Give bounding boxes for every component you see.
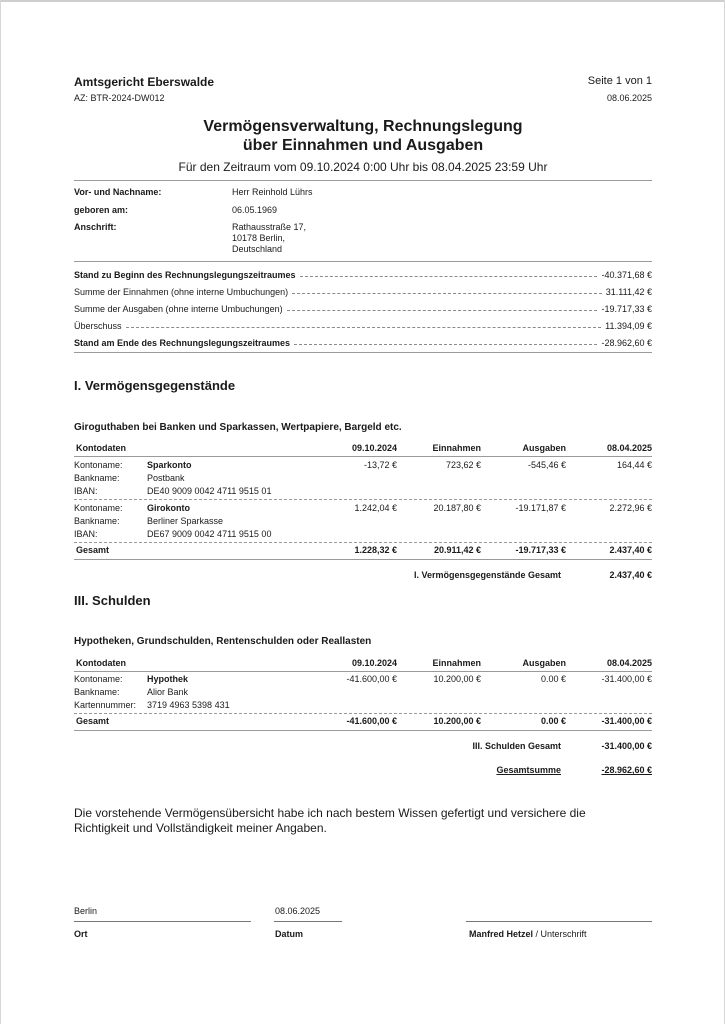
summary-row-surplus (74, 316, 652, 331)
case-reference: AZ: BTR-2024-DW012 (74, 93, 165, 103)
assets-total-label: Gesamt (76, 545, 110, 555)
page-top-border (0, 0, 725, 2)
declaration-line-1: Die vorstehende Vermögensübersicht habe ich nach bestem Wissen gefertigt und versichere die (74, 806, 586, 820)
date-label: Datum (275, 929, 304, 939)
account-end-balance: 164,44 € (616, 460, 652, 470)
signature-place: Berlin (74, 906, 98, 916)
signer (469, 929, 587, 939)
assets-heading: I. Vermögensgegenstände (74, 378, 236, 393)
assets-subheading: Giroguthaben bei Banken und Sparkassen, Wertpapiere, Bargeld etc. (74, 422, 402, 433)
account-start-balance: -13,72 € (363, 460, 397, 470)
col-header-account: Kontodaten (76, 658, 126, 668)
account-start-balance: -41.600,00 € (346, 674, 397, 684)
assets-total-end: 2.437,40 € (609, 545, 652, 555)
summary-divider (74, 352, 652, 353)
debts-subheading: Hypotheken, Grundschulden, Rentenschulden oder Reallasten (74, 636, 372, 647)
debts-total-start: -41.600,00 € (346, 716, 397, 726)
summary-row-closing (74, 333, 652, 348)
debts-grand-label: III. Schulden Gesamt (472, 741, 561, 751)
debts-total-end: -31.400,00 € (601, 716, 652, 726)
bank-name: Alior Bank (147, 687, 189, 697)
title-divider (74, 180, 652, 181)
account-start-balance: 1.242,04 € (354, 503, 397, 513)
debts-total-expenses: 0.00 € (540, 716, 566, 726)
place-line (74, 921, 251, 922)
page-left-border (0, 0, 1, 1024)
assets-total-income: 20.911,42 € (433, 545, 481, 555)
iban-label: IBAN: (74, 486, 98, 496)
account-name-label: Kontoname: (74, 503, 123, 513)
summary-value: -28.962,60 € (601, 338, 652, 348)
summary-value: -19.717,33 € (601, 304, 652, 314)
signer-name: Manfred Hetzel (469, 929, 534, 939)
assets-total-expenses: -19.717,33 € (515, 545, 566, 555)
col-header-expenses: Ausgaben (522, 443, 566, 453)
debts-heading: III. Schulden (74, 593, 151, 608)
debts-total-label: Gesamt (76, 716, 110, 726)
account-end-balance: 2.272,96 € (609, 503, 652, 513)
summary-label: Überschuss (74, 321, 122, 331)
bank-name-label: Bankname: (74, 687, 120, 697)
bank-name: Berliner Sparkasse (147, 516, 224, 526)
summary-value: 31.111,42 € (605, 287, 652, 297)
row-separator (74, 499, 652, 500)
card-number: 3719 4963 5398 431 (147, 700, 230, 710)
account-income: 10.200,00 € (433, 674, 481, 684)
person-name: Herr Reinhold Lührs (232, 187, 313, 197)
debts-total-line (74, 730, 652, 731)
iban-label: IBAN: (74, 529, 98, 539)
bank-name: Postbank (147, 473, 185, 483)
account-expenses: -545,46 € (527, 460, 566, 470)
bank-name-label: Bankname: (74, 473, 120, 483)
account-income: 20.187,80 € (433, 503, 481, 513)
col-header-income: Einnahmen (432, 658, 481, 668)
reporting-period: Für den Zeitraum vom 09.10.2024 0:00 Uhr bis 08.04.2025 23:59 Uhr (178, 160, 548, 174)
address-line-1: Rathausstraße 17, (232, 222, 307, 232)
title-line-2: über Einnahmen und Ausgaben (242, 137, 484, 154)
birth-date: 06.05.1969 (232, 205, 278, 215)
col-header-start: 09.10.2024 (351, 658, 397, 668)
summary-label: Stand zu Beginn des Rechnungslegungszeitraumes (74, 270, 296, 280)
assets-grand-label: I. Vermögensgegenstände Gesamt (413, 570, 561, 580)
account-name-label: Kontoname: (74, 460, 123, 470)
summary-value: 11.394,09 € (605, 321, 652, 331)
assets-total-start: 1.228,32 € (354, 545, 397, 555)
page-number: Seite 1 von 1 (587, 75, 652, 87)
summary-label: Summe der Einnahmen (ohne interne Umbuchungen) (74, 287, 289, 297)
col-header-expenses: Ausgaben (522, 658, 566, 668)
debts-total-income: 10.200,00 € (433, 716, 481, 726)
assets-table-header-line (74, 456, 652, 457)
court-name: Amtsgericht Eberswalde (74, 75, 215, 89)
account-end-balance: -31.400,00 € (601, 674, 652, 684)
address-line-2: 10178 Berlin, (232, 233, 286, 243)
date-line (274, 921, 342, 922)
declaration-line-2: Richtigkeit und Vollständigkeit meiner Angaben. (74, 821, 327, 835)
birth-label: geboren am: (74, 205, 129, 215)
account-name: Girokonto (147, 503, 190, 513)
account-name: Hypothek (147, 674, 189, 684)
signer-suffix: / Unterschrift (533, 929, 587, 939)
account-expenses: -19.171,87 € (515, 503, 566, 513)
col-header-end: 08.04.2025 (606, 443, 652, 453)
grand-total-value: -28.962,60 € (601, 765, 652, 775)
summary-row-opening (74, 265, 652, 280)
person-divider (74, 261, 652, 262)
card-number-label: Kartennummer: (74, 700, 137, 710)
signature-line (466, 921, 652, 922)
signature-date: 08.06.2025 (275, 906, 321, 916)
account-expenses: 0.00 € (540, 674, 566, 684)
debts-grand-value: -31.400,00 € (601, 741, 652, 751)
debts-table-header-line (74, 671, 652, 672)
summary-label: Stand am Ende des Rechnungslegungszeitraumes (74, 338, 291, 348)
summary-row-income (74, 282, 652, 297)
document-date: 08.06.2025 (606, 93, 652, 103)
grand-total-label: Gesamtsumme (496, 765, 561, 775)
row-separator (74, 542, 652, 543)
place-label: Ort (74, 929, 88, 939)
summary-row-expenses (74, 299, 652, 314)
col-header-account: Kontodaten (76, 443, 126, 453)
account-income: 723,62 € (445, 460, 481, 470)
assets-total-line (74, 559, 652, 560)
row-separator (74, 713, 652, 714)
address-label: Anschrift: (74, 222, 117, 232)
iban: DE67 9009 0042 4711 9515 00 (147, 529, 272, 539)
title-line-1: Vermögensverwaltung, Rechnungslegung (203, 118, 523, 135)
assets-grand-value: 2.437,40 € (609, 570, 652, 580)
col-header-end: 08.04.2025 (606, 658, 652, 668)
iban: DE40 9009 0042 4711 9515 01 (147, 486, 272, 496)
address-line-3: Deutschland (232, 244, 283, 254)
summary-label: Summe der Ausgaben (ohne interne Umbuchungen) (74, 304, 283, 314)
col-header-start: 09.10.2024 (351, 443, 397, 453)
bank-name-label: Bankname: (74, 516, 120, 526)
name-label: Vor- und Nachname: (74, 187, 162, 197)
col-header-income: Einnahmen (432, 443, 481, 453)
account-name: Sparkonto (147, 460, 192, 470)
account-name-label: Kontoname: (74, 674, 123, 684)
summary-value: -40.371,68 € (601, 270, 652, 280)
